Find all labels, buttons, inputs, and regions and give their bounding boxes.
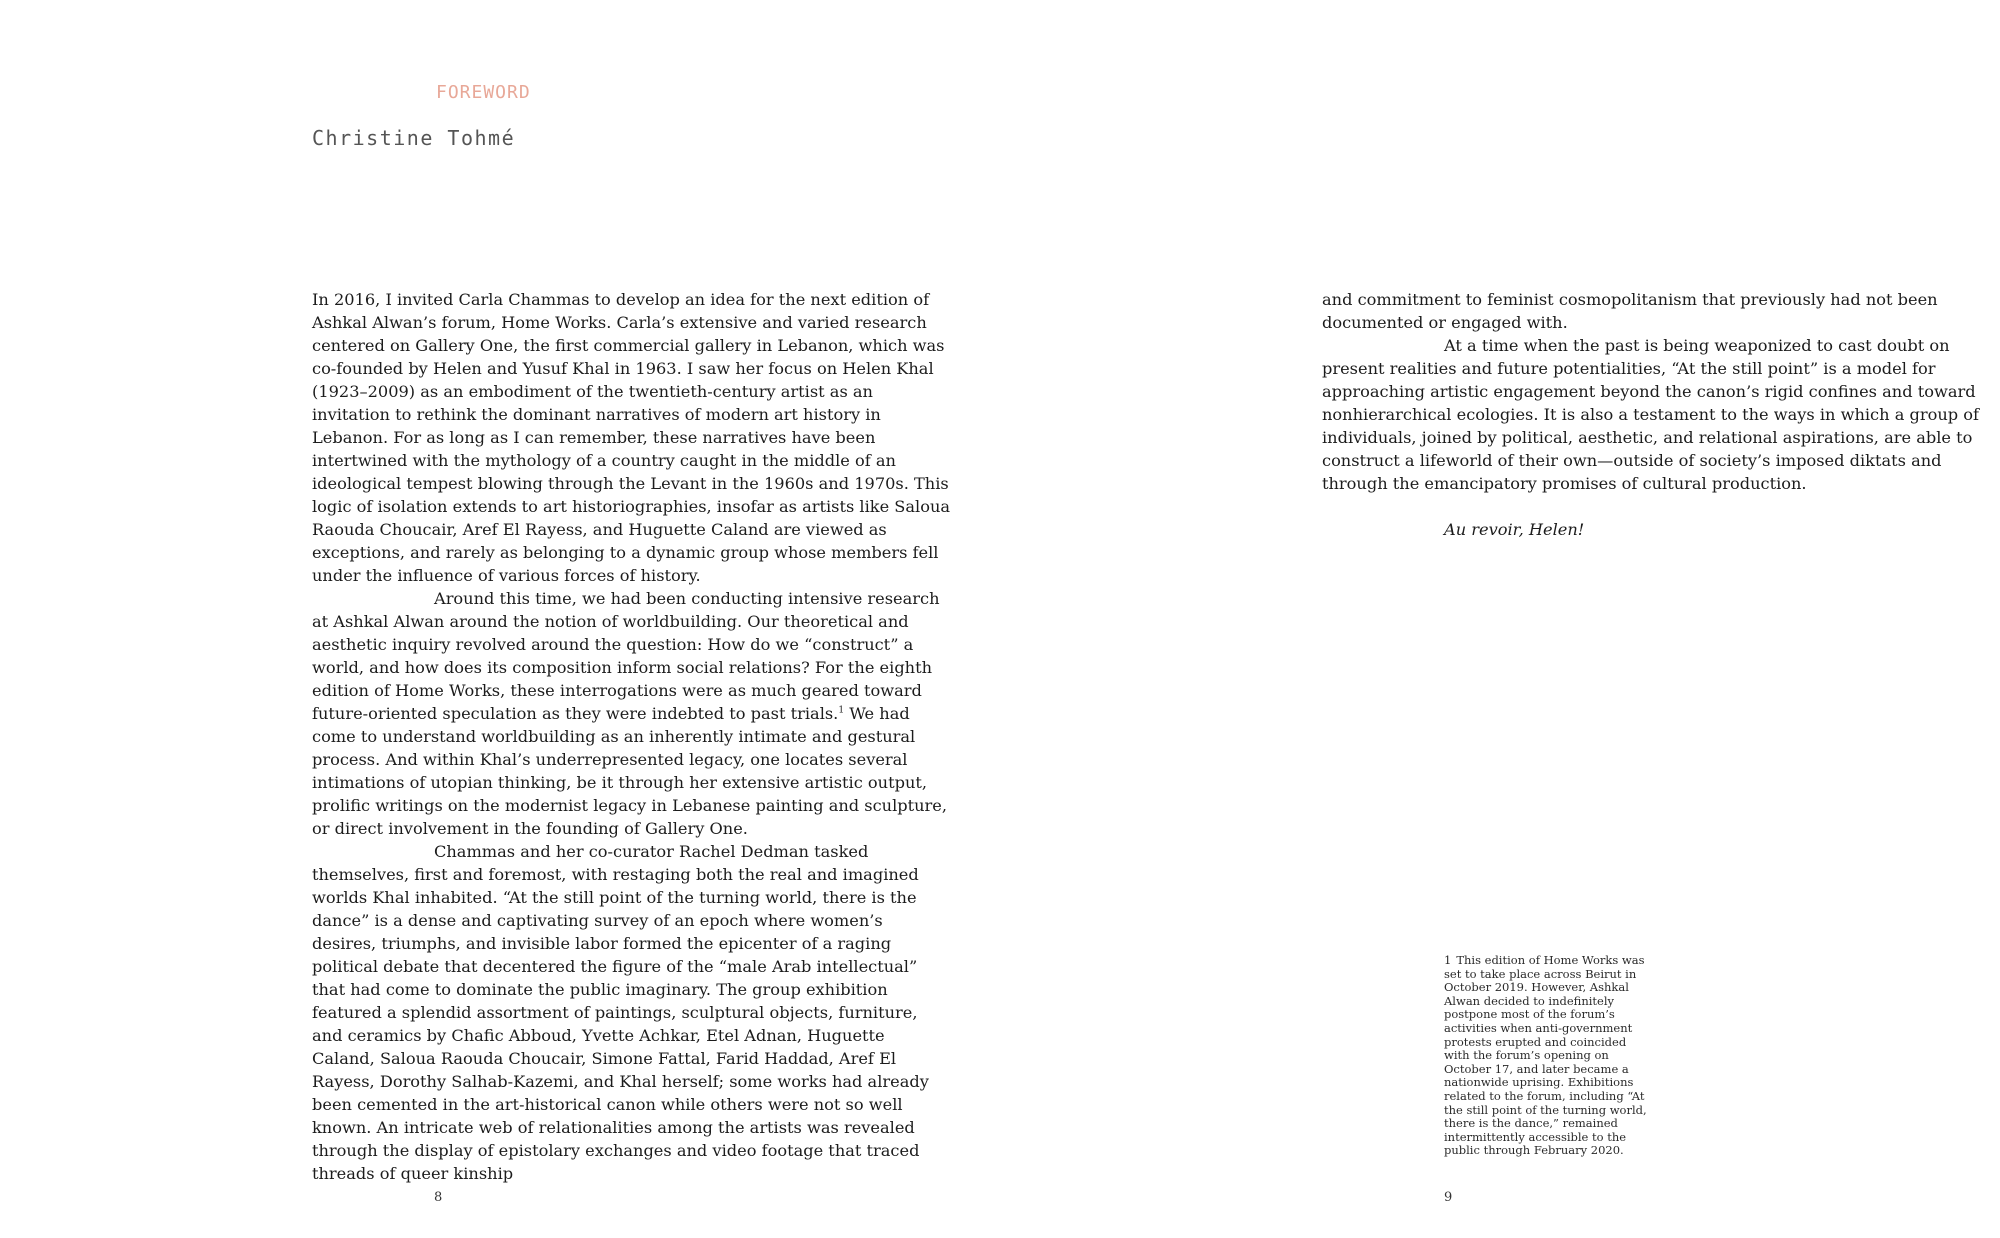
- author-name: Christine Tohmé: [312, 126, 516, 150]
- footnote-reference[interactable]: 1: [838, 705, 845, 716]
- paragraph-4: At a time when the past is being weaponized to cast doubt on present realities and future potentialities, “At the still point” is a model for approaching artistic engagement beyond the canon’s rigid confines and toward nonhierarchical ecologies. It is also a testament to the ways in which a group of individuals, joined by political, aesthetic, and relational aspirations, are able to construct a lifeworld of their own—outside of society’s imposed diktats and through the emancipatory promises of cultural production.: [1322, 336, 1980, 493]
- right-body-text: [1322, 288, 1982, 541]
- paragraph-2-part-b: We had come to understand worldbuilding as an inherently intimate and gestural process. And within Khal’s underrepresented legacy, one locates several intimations of utopian thinking, be it through her extensive artistic output, prolific writings on the modernist legacy in Lebanese painting and sculpture, or direct involvement in the founding of Gallery One.: [312, 704, 948, 838]
- paragraph-2-part-a: Around this time, we had been conducting intensive research at Ashkal Alwan around the notion of worldbuilding. Our theoretical and aesthetic inquiry revolved around the question: How do we “construct” a world, and how does its composition inform social relations? For the eighth edition of Home Works, these interrogations were as much geared toward future-oriented speculation as they were indebted to past trials.: [312, 589, 940, 723]
- page-number-left: 8: [434, 1190, 443, 1205]
- footnote-number: 1: [1444, 953, 1452, 967]
- paragraph-continued: and commitment to feminist cosmopolitanism that previously had not been documented or engaged with.: [1322, 290, 1938, 332]
- signoff: Au revoir, Helen!: [1444, 520, 1585, 539]
- right-page: [1000, 0, 2000, 1238]
- paragraph-2: [312, 587, 952, 840]
- paragraph-3: Chammas and her co-curator Rachel Dedman tasked themselves, first and foremost, with restaging both the real and imagined worlds Khal inhabited. “At the still point of the turning world, there is the dance” is a dense and captivating survey of an epoch where women’s desires, triumphs, and invisible labor formed the epicenter of a raging political debate that decentered the figure of the “male Arab intellectual” that had come to dominate the public imaginary. The group exhibition featured a splendid assortment of paintings, sculptural objects, furniture, and ceramics by Chafic Abboud, Yvette Achkar, Etel Adnan, Huguette Caland, Saloua Raouda Choucair, Simone Fattal, Farid Haddad, Aref El Rayess, Dorothy Salhab-Kazemi, and Khal herself; some works had already been cemented in the art-historical canon while others were not so well known. An intricate web of relationalities among the artists was revealed through the display of epistolary exchanges and video footage that traced threads of queer kinship: [312, 842, 929, 1183]
- footnote: [1444, 954, 1654, 1158]
- page-number-right: 9: [1444, 1190, 1453, 1205]
- paragraph-1: In 2016, I invited Carla Chammas to develop an idea for the next edition of Ashkal Alwan’s forum, Home Works. Carla’s extensive and varied research centered on Gallery One, the first commercial gallery in Lebanon, which was co-founded by Helen and Yusuf Khal in 1963. I saw her focus on Helen Khal (1923–2009) as an embodiment of the twentieth-century artist as an invitation to rethink the dominant narratives of modern art history in Lebanon. For as long as I can remember, these narratives have been intertwined with the mythology of a country caught in the middle of an ideological tempest blowing through the Levant in the 1960s and 1970s. This logic of isolation extends to art historiographies, insofar as artists like Saloua Raouda Choucair, Aref El Rayess, and Huguette Caland are viewed as exceptions, and rarely as belonging to a dynamic group whose members fell under the influence of various forces of history.: [312, 290, 951, 585]
- section-label: FOREWORD: [436, 82, 531, 103]
- footnote-text: This edition of Home Works was set to take place across Beirut in October 2019. However, Ashkal Alwan decided to indefinitely postpone most of the forum’s activities when anti-government protests erupted and coincided with the forum’s opening on October 17, and later became a nationwide uprising. Exhibitions related to the forum, including “At the still point of the turning world, there is the dance,” remained intermittently accessible to the public through February 2020.: [1444, 953, 1647, 1158]
- left-body-text: [312, 288, 952, 1185]
